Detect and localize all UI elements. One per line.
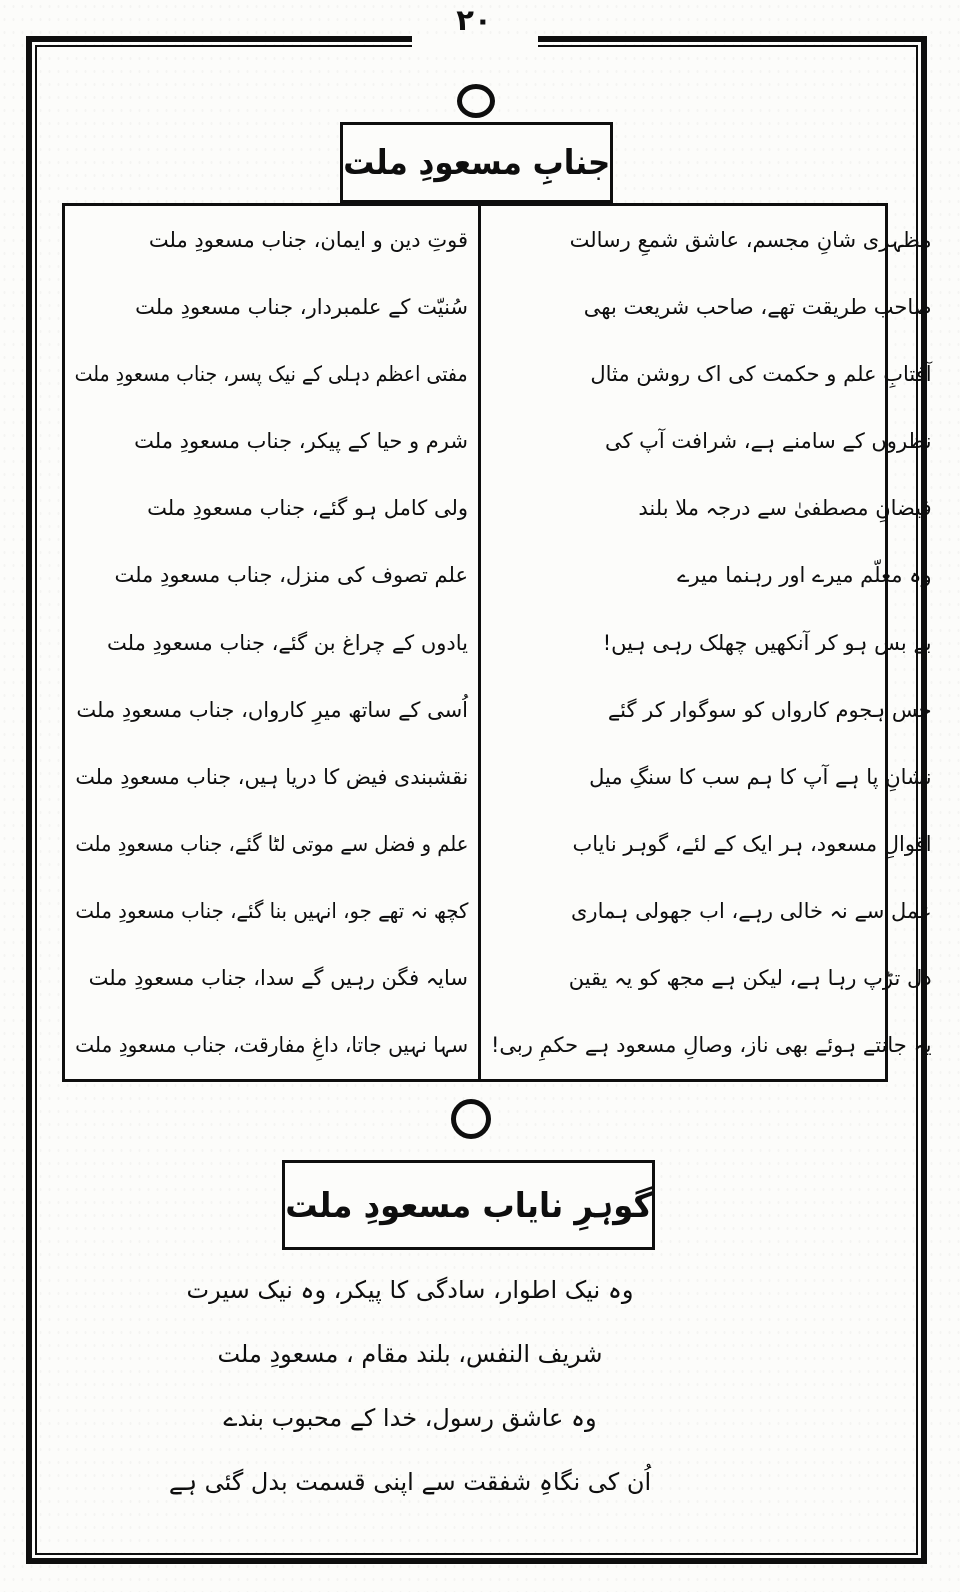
closing-verse-text: اُن کی نگاہِ شفقت سے اپنی قسمت بدل گئی ہے	[168, 1468, 652, 1496]
couplet-first-hemistich	[481, 609, 942, 676]
couplet-second-hemistich-text: مفتی اعظم دہلی کے نیک پسر، جناب مسعودِ ملت	[75, 361, 468, 386]
closing-verse-line	[150, 1450, 670, 1514]
couplet-second-hemistich	[65, 407, 478, 474]
couplet-first-hemistich-text: بے بس ہو کر آنکھیں چھلک رہی ہیں!	[602, 630, 932, 655]
couplet-second-hemistich	[65, 609, 478, 676]
couplet-second-hemistich	[65, 542, 478, 609]
couplet-first-hemistich	[481, 1012, 942, 1079]
couplet-first-hemistich-text: اقوالِ مسعود، ہر ایک کے لئے، گوہر نایاب	[572, 831, 932, 856]
couplet-second-hemistich-text: ولی کامل ہو گئے، جناب مسعودِ ملت	[147, 496, 468, 521]
couplet-first-hemistich-text: مظہری شانِ مجسم، عاشق شمعِ رسالت	[569, 227, 932, 252]
couplet-second-hemistich-text: شرم و حیا کے پیکر، جناب مسعودِ ملت	[134, 429, 468, 454]
couplet-first-hemistich	[481, 340, 942, 407]
couplet-second-hemistich	[65, 273, 478, 340]
couplet-second-hemistich	[65, 945, 478, 1012]
couplet-second-hemistich	[65, 878, 478, 945]
couplet-first-hemistich-text: نظروں کے سامنے ہے، شرافت آپ کی	[604, 429, 932, 454]
section1-title: جنابِ مسعودِ ملت	[343, 142, 611, 183]
couplet-first-hemistich	[481, 407, 942, 474]
couplet-second-hemistich-text: اُسی کے ساتھ میرِ کارواں، جناب مسعودِ ملت	[76, 697, 468, 722]
couplet-second-hemistich	[65, 676, 478, 743]
couplet-first-hemistich	[481, 273, 942, 340]
first-hemistich-column	[478, 206, 942, 1079]
couplet-second-hemistich-text: سُنیّت کے علمبردار، جناب مسعودِ ملت	[135, 294, 468, 319]
closing-verse-line	[150, 1258, 670, 1322]
closing-verse-line	[150, 1386, 670, 1450]
couplet-second-hemistich	[65, 743, 478, 810]
couplet-first-hemistich-text: یہ جانتے ہوئے بھی ناز، وصالِ مسعود ہے حکمِ ربی!	[491, 1033, 932, 1058]
closing-verse-line	[150, 1322, 670, 1386]
couplet-second-hemistich-text: علم تصوف کی منزل، جناب مسعودِ ملت	[114, 563, 468, 588]
couplet-second-hemistich-text: یادوں کے چراغ بن گئے، جناب مسعودِ ملت	[107, 630, 468, 655]
couplet-second-hemistich	[65, 340, 478, 407]
oval-ornament-middle	[451, 1099, 491, 1139]
couplet-second-hemistich-text: نقشبندی فیض کا دریا ہیں، جناب مسعودِ ملت	[75, 764, 468, 789]
section2-title: گوہرِ نایاب مسعودِ ملت	[285, 1185, 652, 1226]
couplet-second-hemistich	[65, 1012, 478, 1079]
couplet-second-hemistich-text: سایہ فگن رہیں گے سدا، جناب مسعودِ ملت	[88, 966, 468, 991]
couplet-first-hemistich-text: وہ معلّم میرے اور رہنما میرے	[677, 563, 932, 588]
couplet-first-hemistich-text: آفتابِ علم و حکمت کی اک روشن مثال	[590, 361, 932, 386]
couplet-second-hemistich-text: علم و فضل سے موتی لٹا گئے، جناب مسعودِ ملت	[75, 831, 468, 856]
closing-verse-text: شریف النفس، بلند مقام ، مسعودِ ملت	[217, 1340, 603, 1368]
couplet-first-hemistich	[481, 945, 942, 1012]
couplet-first-hemistich	[481, 878, 942, 945]
couplet-first-hemistich	[481, 810, 942, 877]
couplet-first-hemistich-text: نشانِ پا ہے آپ کا ہم سب کا سنگِ میل	[589, 764, 932, 789]
couplet-second-hemistich-text: سہا نہیں جاتا، داغِ مفارقت، جناب مسعودِ ملت	[75, 1033, 468, 1058]
couplet-first-hemistich	[481, 475, 942, 542]
couplet-first-hemistich	[481, 206, 942, 273]
closing-verse-text: وہ عاشق رسول، خدا کے محبوب بندے	[223, 1404, 597, 1432]
couplet-second-hemistich	[65, 206, 478, 273]
oval-ornament-top	[457, 84, 495, 118]
couplet-second-hemistich-text: کچھ نہ تھے جو، انہیں بنا گئے، جناب مسعودِ ملت	[75, 899, 468, 924]
closing-verse-text: وہ نیک اطوار، سادگی کا پیکر، وہ نیک سیرت	[186, 1276, 634, 1304]
second-hemistich-column	[65, 206, 478, 1079]
closing-verses	[150, 1258, 670, 1514]
couplet-second-hemistich-text: قوتِ دین و ایمان، جناب مسعودِ ملت	[148, 227, 468, 252]
page-number: ۲۰	[456, 3, 492, 37]
couplet-first-hemistich	[481, 676, 942, 743]
couplet-first-hemistich-text: صاحب طریقت تھے، صاحب شریعت بھی	[583, 294, 932, 319]
couplet-first-hemistich	[481, 743, 942, 810]
section2-title-box	[282, 1160, 655, 1250]
couplet-first-hemistich-text: جس ہجوم کارواں کو سوگوار کر گئے	[607, 697, 932, 722]
couplet-first-hemistich-text: فیضانِ مصطفیٰ سے درجہ ملا بلند	[638, 496, 932, 521]
couplet-second-hemistich	[65, 475, 478, 542]
couplets-table	[62, 203, 932, 1082]
couplet-first-hemistich-text: دل تڑپ رہا ہے، لیکن ہے مجھ کو یہ یقین	[568, 966, 932, 991]
couplet-first-hemistich	[481, 542, 942, 609]
couplet-second-hemistich	[65, 810, 478, 877]
couplet-first-hemistich-text: عمل سے نہ خالی رہے، اب جھولی ہماری	[571, 899, 932, 924]
section1-title-box	[340, 122, 613, 203]
